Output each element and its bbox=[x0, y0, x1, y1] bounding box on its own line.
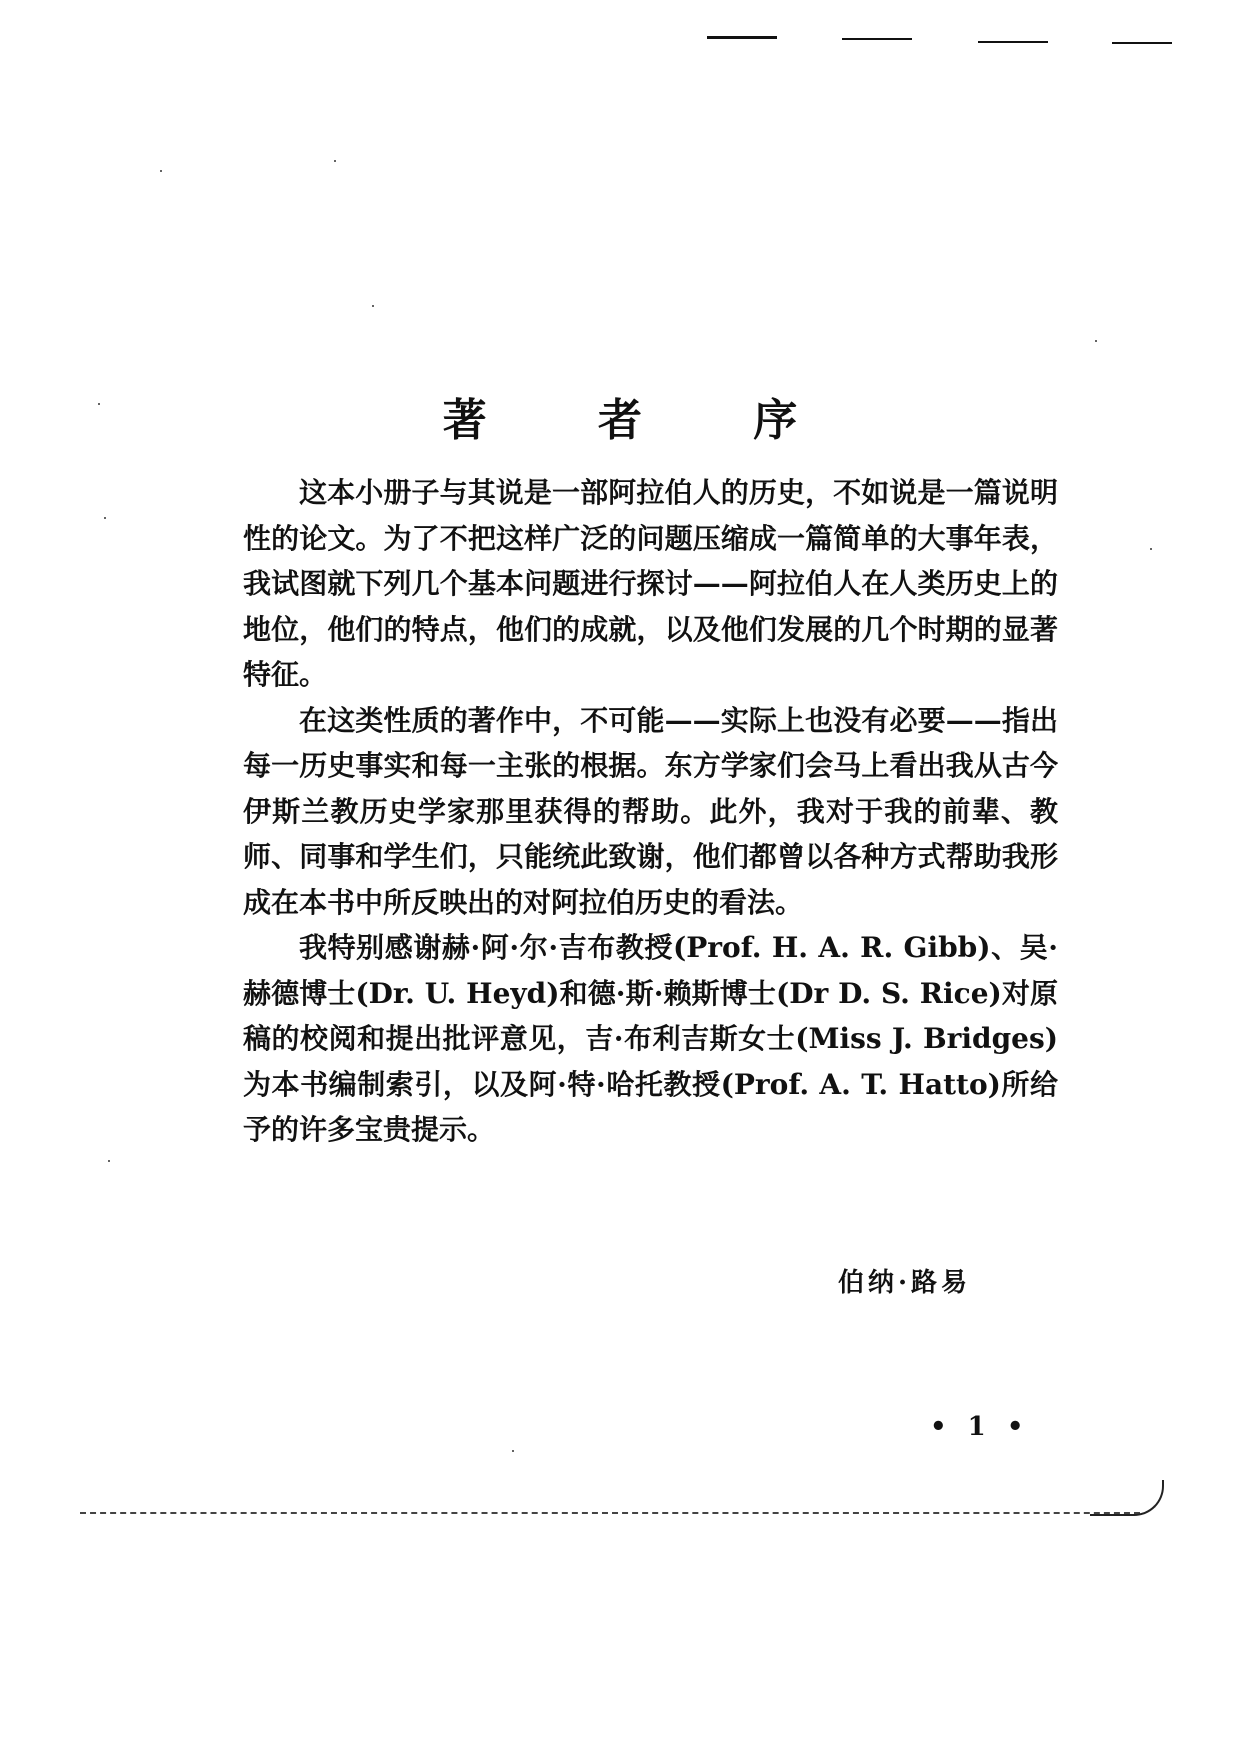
author-signature: 伯纳·路易 bbox=[838, 1268, 972, 1298]
paragraph-2: 在这类性质的著作中，不可能——实际上也没有必要——指出每一历史事实和每一主张的根据。东方学家们会马上看出我从古今伊斯兰教历史学家那里获得的帮助。此外，我对于我的前辈、教师、同事和学生们，只能统此致谢，他们都曾以各种方式帮助我形成在本书中所反映出的对阿拉伯历史的看法。 bbox=[243, 703, 1058, 919]
bottom-scan-line bbox=[80, 1512, 1140, 1514]
top-rule-2 bbox=[842, 38, 912, 40]
preface-body bbox=[243, 470, 1058, 1153]
paragraph-3: 我特别感谢赫·阿·尔·吉布教授(Prof. H. A. R. Gibb)、吴·赫德博士(Dr. U. Heyd)和德·斯·赖斯博士(Dr D. S. Rice)对原稿的校阅和提出批评意见，吉·布利吉斯女士(Miss J. Bridges)为本书编制索引，以及阿·特·哈托教授(Prof. A. T. Hatto)所给予的许多宝贵提示。 bbox=[243, 931, 1058, 1146]
top-rule-3 bbox=[978, 41, 1048, 43]
scan-speck bbox=[104, 517, 106, 519]
page-title: 著 者 序 bbox=[442, 395, 846, 447]
scan-speck bbox=[372, 305, 374, 307]
bottom-page-curl bbox=[1090, 1480, 1164, 1516]
scan-speck bbox=[334, 160, 336, 162]
paragraph-1: 这本小册子与其说是一部阿拉伯人的历史，不如说是一篇说明性的论文。为了不把这样广泛的问题压缩成一篇简单的大事年表，我试图就下列几个基本问题进行探讨——阿拉伯人在人类历史上的地位，他们的特点，他们的成就，以及他们发展的几个时期的显著特征。 bbox=[243, 476, 1058, 691]
top-rule-1 bbox=[707, 36, 777, 39]
page-number: • 1 • bbox=[930, 1412, 1030, 1442]
scan-speck bbox=[108, 1160, 110, 1162]
scan-speck bbox=[1095, 340, 1097, 342]
scan-speck bbox=[160, 170, 162, 172]
scan-speck bbox=[512, 1450, 514, 1452]
scan-speck bbox=[1150, 548, 1152, 550]
top-rule-4 bbox=[1112, 42, 1172, 44]
